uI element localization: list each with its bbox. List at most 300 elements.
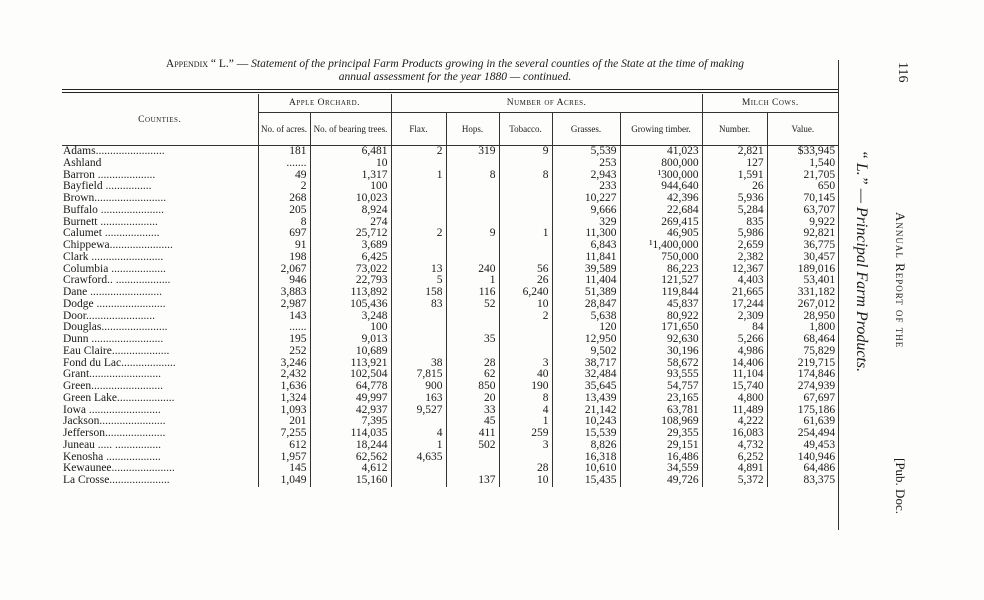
table-cell: 850 xyxy=(446,381,499,393)
table-cell: 8,924 xyxy=(310,205,391,217)
table-cell xyxy=(499,193,552,205)
table-cell: 6,252 xyxy=(702,452,767,464)
group-milch-cows: Milch Cows. xyxy=(702,94,838,113)
table-cell: 1 xyxy=(499,416,552,428)
table-cell: 10,689 xyxy=(310,346,391,358)
table-cell: 800,000 xyxy=(620,158,702,170)
table-cell xyxy=(391,311,446,323)
table-row xyxy=(62,252,838,264)
table-row xyxy=(62,440,838,452)
table-cell: 6,240 xyxy=(499,287,552,299)
running-title: Annual Report of the xyxy=(893,212,908,349)
table-cell: 944,640 xyxy=(620,181,702,193)
table-cell: 16,318 xyxy=(552,452,620,464)
table-cell: 28 xyxy=(499,463,552,475)
table-cell: 946 xyxy=(258,275,310,287)
table-row xyxy=(62,428,838,440)
table-cell: 2 xyxy=(391,228,446,240)
table-cell xyxy=(499,334,552,346)
table-cell: 29,151 xyxy=(620,440,702,452)
county-name: Fond du Lac................... xyxy=(63,357,176,369)
county-name: Barron .................... xyxy=(63,169,156,181)
col-header-timber: Growing timber. xyxy=(620,113,702,146)
table-cell: 73,022 xyxy=(310,264,391,276)
table-cell: 42,937 xyxy=(310,405,391,417)
table-cell: 10 xyxy=(310,158,391,170)
group-number-of-acres: Number of Acres. xyxy=(391,94,702,113)
table-cell: 35 xyxy=(446,334,499,346)
table-cell xyxy=(499,252,552,264)
county-name: Grant......................... xyxy=(63,369,162,381)
table-row xyxy=(62,170,838,182)
table-cell: 100 xyxy=(310,181,391,193)
table-cell: 274,939 xyxy=(767,381,838,393)
table-cell: 38 xyxy=(391,358,446,370)
table-cell: 15,539 xyxy=(552,428,620,440)
table-cell: 1,957 xyxy=(258,452,310,464)
table-cell xyxy=(391,463,446,475)
top-rule-double xyxy=(62,92,838,93)
col-header-flax: Flax. xyxy=(391,113,446,146)
table-row xyxy=(62,158,838,170)
county-name: Kewaunee...................... xyxy=(63,463,175,475)
table-cell: 2,067 xyxy=(258,264,310,276)
table-cell: 29,355 xyxy=(620,428,702,440)
table-cell: 10,023 xyxy=(310,193,391,205)
table-cell: 83,375 xyxy=(767,475,838,487)
table-cell: 6,481 xyxy=(310,146,391,158)
table-cell: 1,540 xyxy=(767,158,838,170)
table-cell xyxy=(499,217,552,229)
table-cell: 319 xyxy=(446,146,499,158)
county-name: Juneau ..... ................ xyxy=(63,439,162,451)
table-cell: 92,821 xyxy=(767,228,838,240)
table-cell: 36,775 xyxy=(767,240,838,252)
table-cell: 201 xyxy=(258,416,310,428)
table-cell: 1 xyxy=(391,440,446,452)
table-cell: 120 xyxy=(552,322,620,334)
table-cell: 1 xyxy=(499,228,552,240)
county-name: Eau Claire.................... xyxy=(63,345,170,357)
table-cell: 10,610 xyxy=(552,463,620,475)
table-cell: 54,757 xyxy=(620,381,702,393)
table-cell: 116 xyxy=(446,287,499,299)
table-cell xyxy=(499,322,552,334)
county-name: Clark ......................... xyxy=(63,251,164,263)
table-cell: 52 xyxy=(446,299,499,311)
table-cell: 62,562 xyxy=(310,452,391,464)
table-cell xyxy=(446,452,499,464)
table-cell: 2,943 xyxy=(552,170,620,182)
table-cell: 5,372 xyxy=(702,475,767,487)
table-cell: 205 xyxy=(258,205,310,217)
table-cell: 240 xyxy=(446,264,499,276)
table-cell: 198 xyxy=(258,252,310,264)
table-cell: 2,309 xyxy=(702,311,767,323)
county-name: Burnett .................... xyxy=(63,216,158,228)
table-cell: 1,049 xyxy=(258,475,310,487)
table-cell xyxy=(391,475,446,487)
table-row xyxy=(62,193,838,205)
table-cell: 108,969 xyxy=(620,416,702,428)
table-cell: 7,255 xyxy=(258,428,310,440)
table-cell: 67,697 xyxy=(767,393,838,405)
table-cell: 8 xyxy=(446,170,499,182)
table-cell: 9,013 xyxy=(310,334,391,346)
table-cell: 11,841 xyxy=(552,252,620,264)
table-cell xyxy=(391,217,446,229)
table-cell: 100 xyxy=(310,322,391,334)
table-cell: 4,222 xyxy=(702,416,767,428)
table-cell: 45 xyxy=(446,416,499,428)
county-name: Bayfield ................ xyxy=(63,181,152,193)
table-cell: 11,104 xyxy=(702,369,767,381)
table-cell: 45,837 xyxy=(620,299,702,311)
table-cell: 7,815 xyxy=(391,369,446,381)
table-cell: 16,486 xyxy=(620,452,702,464)
table-cell xyxy=(391,334,446,346)
table-row xyxy=(62,205,838,217)
table-cell: 49,726 xyxy=(620,475,702,487)
table-cell: 269,415 xyxy=(620,217,702,229)
farm-products-table xyxy=(62,94,838,487)
table-cell: 105,436 xyxy=(310,299,391,311)
table-cell: 835 xyxy=(702,217,767,229)
table-cell: 1,317 xyxy=(310,170,391,182)
table-cell: 9,922 xyxy=(767,217,838,229)
table-cell: ....... xyxy=(258,158,310,170)
table-cell: 21,142 xyxy=(552,405,620,417)
table-cell: 2,659 xyxy=(702,240,767,252)
table-cell xyxy=(446,158,499,170)
table-cell: 4,403 xyxy=(702,275,767,287)
table-cell: 190 xyxy=(499,381,552,393)
table-row xyxy=(62,381,838,393)
table-row xyxy=(62,240,838,252)
top-rule xyxy=(62,89,838,90)
table-cell: 12,950 xyxy=(552,334,620,346)
table-cell: 13 xyxy=(391,264,446,276)
group-apple-orchard: Apple Orchard. xyxy=(258,94,391,113)
table-cell: 28,847 xyxy=(552,299,620,311)
table-cell: 11,489 xyxy=(702,405,767,417)
table-row xyxy=(62,405,838,417)
table-cell: 2 xyxy=(499,311,552,323)
table-cell: 38,717 xyxy=(552,358,620,370)
county-name: Dane ......................... xyxy=(63,287,163,298)
county-name: Columbia ................... xyxy=(63,263,166,275)
col-header-bearing-trees: No. of bearing trees. xyxy=(310,113,391,146)
county-name: Iowa ......................... xyxy=(63,404,161,416)
table-cell: 70,145 xyxy=(767,193,838,205)
table-cell: 2,987 xyxy=(258,299,310,311)
table-cell: 1 xyxy=(446,275,499,287)
table-cell xyxy=(446,322,499,334)
table-row xyxy=(62,311,838,323)
table-row xyxy=(62,264,838,276)
table-cell xyxy=(391,322,446,334)
table-cell: 22,684 xyxy=(620,205,702,217)
table-cell: 75,829 xyxy=(767,346,838,358)
table-cell: 1 xyxy=(391,170,446,182)
table-cell xyxy=(446,240,499,252)
table-cell: 750,000 xyxy=(620,252,702,264)
table-cell: 22,793 xyxy=(310,275,391,287)
table-cell: ...... xyxy=(258,322,310,334)
table-row xyxy=(62,275,838,287)
col-header-cows-value: Value. xyxy=(767,113,838,146)
table-cell xyxy=(446,217,499,229)
table-cell: 158 xyxy=(391,287,446,299)
table-cell xyxy=(391,181,446,193)
table-cell xyxy=(499,181,552,193)
table-row xyxy=(62,393,838,405)
table-cell: 34,559 xyxy=(620,463,702,475)
county-name: Dodge ........................ xyxy=(63,298,166,310)
side-section-title: “ L.” — Principal Farm Products. xyxy=(853,150,870,373)
table-cell: 274 xyxy=(310,217,391,229)
table-cell: 121,527 xyxy=(620,275,702,287)
table-cell: 3,883 xyxy=(258,287,310,299)
table-cell: 8 xyxy=(258,217,310,229)
table-cell: 53,401 xyxy=(767,275,838,287)
table-cell: 46,905 xyxy=(620,228,702,240)
table-cell: 33 xyxy=(446,405,499,417)
table-cell: 331,182 xyxy=(767,287,838,299)
table-cell: 13,439 xyxy=(552,393,620,405)
table-cell: 9 xyxy=(499,146,552,158)
table-cell: 163 xyxy=(391,393,446,405)
table-cell: 411 xyxy=(446,428,499,440)
table-cell: 143 xyxy=(258,311,310,323)
county-name: Dunn ......................... xyxy=(63,334,164,345)
table-cell xyxy=(499,205,552,217)
table-cell: 3,246 xyxy=(258,358,310,370)
table-cell: 3 xyxy=(499,358,552,370)
table-cell: 30,457 xyxy=(767,252,838,264)
table-cell: 268 xyxy=(258,193,310,205)
table-cell: 1,591 xyxy=(702,170,767,182)
table-cell: 9,527 xyxy=(391,405,446,417)
table-cell xyxy=(446,463,499,475)
col-header-cows-number: Number. xyxy=(702,113,767,146)
table-cell: 51,389 xyxy=(552,287,620,299)
table-cell: 30,196 xyxy=(620,346,702,358)
table-cell: 5,986 xyxy=(702,228,767,240)
table-cell xyxy=(446,193,499,205)
table-cell: 4 xyxy=(499,405,552,417)
table-cell: 21,705 xyxy=(767,170,838,182)
table-cell: 91 xyxy=(258,240,310,252)
table-cell: 12,367 xyxy=(702,264,767,276)
table-cell: 140,946 xyxy=(767,452,838,464)
table-cell: 26 xyxy=(499,275,552,287)
table-cell: 4 xyxy=(391,428,446,440)
table-cell xyxy=(499,346,552,358)
table-cell: 1,800 xyxy=(767,322,838,334)
col-header-tobacco: Tobacco. xyxy=(499,113,552,146)
table-cell xyxy=(446,252,499,264)
table-cell: 102,504 xyxy=(310,369,391,381)
table-cell xyxy=(499,240,552,252)
table-cell: 35,645 xyxy=(552,381,620,393)
table-cell: 42,396 xyxy=(620,193,702,205)
table-cell: 15,740 xyxy=(702,381,767,393)
table-cell: 41,023 xyxy=(620,146,702,158)
table-cell: 900 xyxy=(391,381,446,393)
table-cell: 39,589 xyxy=(552,264,620,276)
pub-doc-label: [Pub. Doc. xyxy=(893,458,908,514)
table-cell: 1,636 xyxy=(258,381,310,393)
table-cell: 23,165 xyxy=(620,393,702,405)
table-title xyxy=(60,58,850,84)
table-cell: 49 xyxy=(258,170,310,182)
table-row xyxy=(62,287,838,299)
county-name: Kenosha ................... xyxy=(63,451,161,463)
table-cell: 114,035 xyxy=(310,428,391,440)
table-cell: 49,453 xyxy=(767,440,838,452)
table-cell xyxy=(446,346,499,358)
col-header-acres: No. of acres. xyxy=(258,113,310,146)
county-name: Adams........................ xyxy=(63,145,165,157)
county-name: Ashland xyxy=(63,157,102,169)
table-cell: 252 xyxy=(258,346,310,358)
table-cell: 2,432 xyxy=(258,369,310,381)
table-cell: 11,404 xyxy=(552,275,620,287)
table-cell: 145 xyxy=(258,463,310,475)
table-cell xyxy=(446,205,499,217)
table-cell xyxy=(391,346,446,358)
table-cell xyxy=(391,240,446,252)
table-cell: 1,324 xyxy=(258,393,310,405)
table-cell: 1,093 xyxy=(258,405,310,417)
table-cell: 20 xyxy=(446,393,499,405)
table-cell: 3,248 xyxy=(310,311,391,323)
table-cell: 5,936 xyxy=(702,193,767,205)
table-cell: 189,016 xyxy=(767,264,838,276)
table-cell: 63,707 xyxy=(767,205,838,217)
table-cell: 58,672 xyxy=(620,358,702,370)
table-cell: 5,539 xyxy=(552,146,620,158)
table-cell: 502 xyxy=(446,440,499,452)
table-cell: 49,997 xyxy=(310,393,391,405)
table-cell: 92,630 xyxy=(620,334,702,346)
table-cell: 15,435 xyxy=(552,475,620,487)
table-cell: 7,395 xyxy=(310,416,391,428)
county-name: Calumet ................... xyxy=(63,228,160,240)
table-cell: 5,284 xyxy=(702,205,767,217)
table-cell: 5,638 xyxy=(552,311,620,323)
county-name: Buffalo ...................... xyxy=(63,204,165,216)
table-body xyxy=(62,146,838,487)
table-cell: 2,382 xyxy=(702,252,767,264)
table-row xyxy=(62,346,838,358)
table-row xyxy=(62,416,838,428)
table-cell: 113,921 xyxy=(310,358,391,370)
table-cell xyxy=(391,158,446,170)
table-cell: 9 xyxy=(446,228,499,240)
table-row xyxy=(62,228,838,240)
table-cell: 137 xyxy=(446,475,499,487)
table-cell xyxy=(446,181,499,193)
table-cell: 4,635 xyxy=(391,452,446,464)
table-row xyxy=(62,181,838,193)
table-row xyxy=(62,217,838,229)
table-cell xyxy=(499,158,552,170)
table-cell: 2 xyxy=(258,181,310,193)
county-name: Green......................... xyxy=(63,381,163,392)
table-row xyxy=(62,475,838,487)
table-cell: 219,715 xyxy=(767,358,838,370)
table-cell: 5,266 xyxy=(702,334,767,346)
table-row xyxy=(62,452,838,464)
table-cell: 119,844 xyxy=(620,287,702,299)
table-cell: 171,650 xyxy=(620,322,702,334)
table-cell: 174,846 xyxy=(767,369,838,381)
table-cell: 3 xyxy=(499,440,552,452)
table-cell: 8 xyxy=(499,393,552,405)
table-row xyxy=(62,369,838,381)
table-cell: 127 xyxy=(702,158,767,170)
table-cell: 64,486 xyxy=(767,463,838,475)
table-cell: 86,223 xyxy=(620,264,702,276)
table-cell: 254,494 xyxy=(767,428,838,440)
table-cell: 21,665 xyxy=(702,287,767,299)
table-cell xyxy=(391,416,446,428)
table-cell: 14,406 xyxy=(702,358,767,370)
table-cell: 16,083 xyxy=(702,428,767,440)
table-cell xyxy=(391,193,446,205)
counties-header: Counties. xyxy=(62,94,258,146)
table-cell xyxy=(446,311,499,323)
col-header-hops: Hops. xyxy=(446,113,499,146)
table-cell: 8 xyxy=(499,170,552,182)
table-cell: 4,800 xyxy=(702,393,767,405)
table-cell: 253 xyxy=(552,158,620,170)
table-cell: 64,778 xyxy=(310,381,391,393)
table-cell: 15,160 xyxy=(310,475,391,487)
table-cell: 113,892 xyxy=(310,287,391,299)
table-row xyxy=(62,322,838,334)
table-cell: 10,243 xyxy=(552,416,620,428)
table-cell: 68,464 xyxy=(767,334,838,346)
table-cell: 56 xyxy=(499,264,552,276)
table-cell: 18,244 xyxy=(310,440,391,452)
table-row xyxy=(62,146,838,158)
table-cell: 5 xyxy=(391,275,446,287)
table-cell: 17,244 xyxy=(702,299,767,311)
table-cell: 175,186 xyxy=(767,405,838,417)
table-cell xyxy=(499,452,552,464)
table-cell: 4,891 xyxy=(702,463,767,475)
table-cell: 26 xyxy=(702,181,767,193)
table-cell: 84 xyxy=(702,322,767,334)
table-row xyxy=(62,299,838,311)
page-number: 116 xyxy=(895,62,910,83)
table-row xyxy=(62,334,838,346)
table-row xyxy=(62,463,838,475)
table-cell: 6,425 xyxy=(310,252,391,264)
table-cell: 3,689 xyxy=(310,240,391,252)
table-cell: 62 xyxy=(446,369,499,381)
table-cell: 612 xyxy=(258,440,310,452)
table-cell: 11,300 xyxy=(552,228,620,240)
table-cell: 2 xyxy=(391,146,446,158)
table-cell: 233 xyxy=(552,181,620,193)
table-cell: 2,821 xyxy=(702,146,767,158)
county-name: Brown......................... xyxy=(63,193,167,204)
table-cell: 650 xyxy=(767,181,838,193)
